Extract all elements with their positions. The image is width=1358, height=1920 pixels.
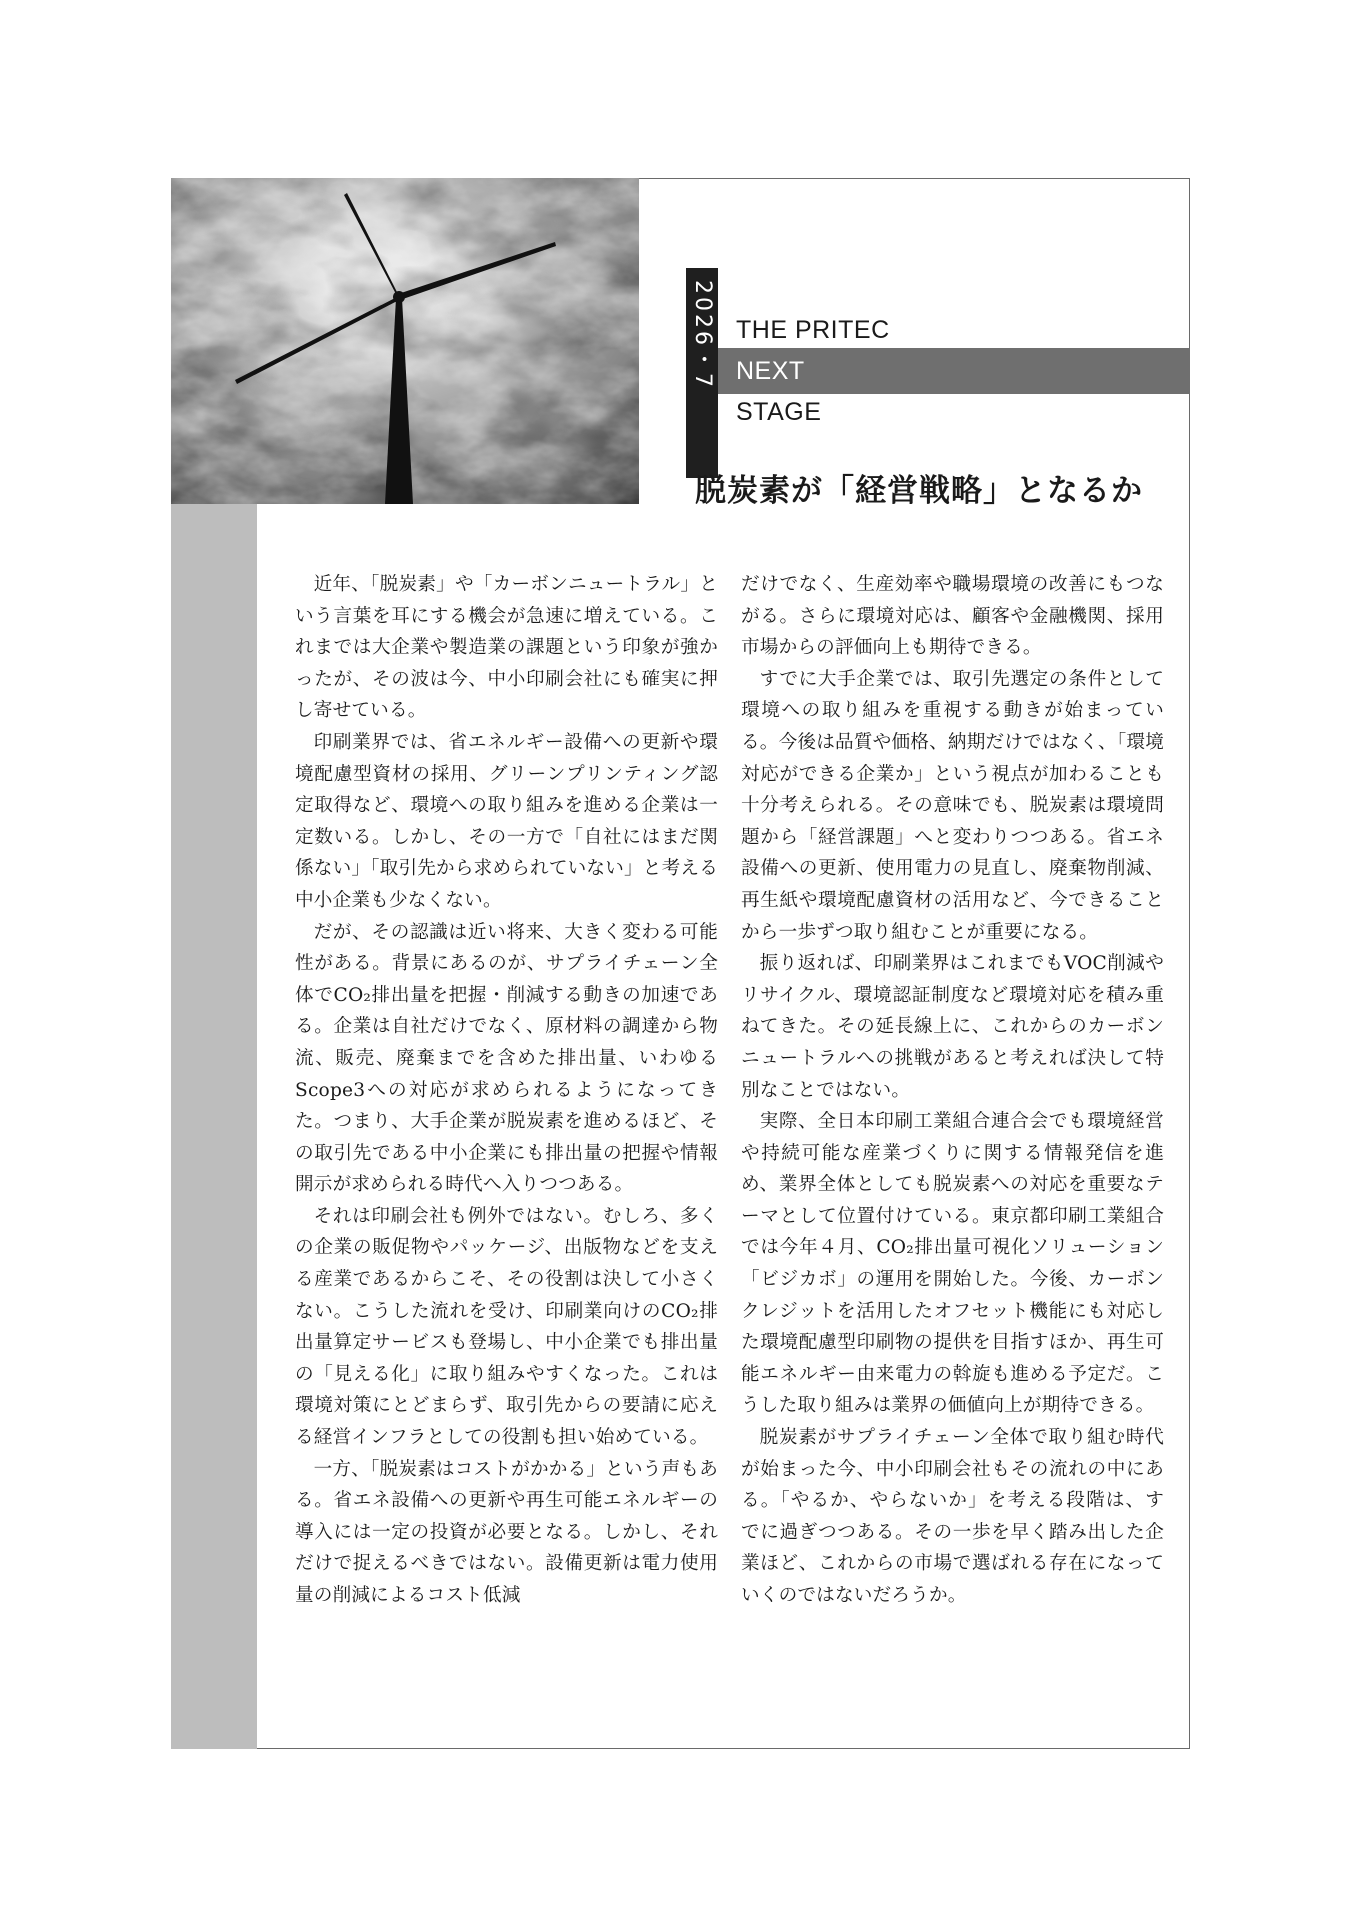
wind-turbine-photo [171, 178, 639, 504]
paragraph: 近年、「脱炭素」や「カーボンニュートラル」という言葉を耳にする機会が急速に増えている。これまでは大企業や製造業の課題という印象が強かったが、その波は今、中小印刷会社にも確実に押し寄せている。 [295, 574, 718, 722]
issue-date-tab [686, 268, 718, 478]
series-title-line-3: STAGE [736, 398, 822, 426]
paragraph: 実際、全日本印刷工業組合連合会でも環境経営や持続可能な産業づくりに関する情報発信を進め、業界全体としても脱炭素への対応を重要なテーマとして位置付けている。東京都印刷工業組合では今年４月、CO₂排出量可視化ソリューション「ビジカボ」の運用を開始した。今後、カーボンクレジットを活用したオフセット機能にも対応した環境配慮型印刷物の提供を目指すほか、再生可能エネルギー由来電力の斡旋も進める予定だ。こうした取り組みは業界の価値向上が期待できる。 [741, 1111, 1164, 1417]
paragraph: 印刷業界では、省エネルギー設備への更新や環境配慮型資材の採用、グリーンプリンティング認定取得など、環境への取り組みを進める企業は一定数いる。しかし、その一方で「自社にはまだ関係ない」「取引先から求められていない」と考える中小企業も少なくない。 [295, 731, 718, 911]
series-title-line-2: NEXT [736, 357, 805, 385]
gray-sidebar [171, 500, 257, 1749]
paragraph: すでに大手企業では、取引先選定の条件として環境への取り組みを重視する動きが始まっている。今後は品質や価格、納期だけではなく、「環境対応ができる企業か」という視点が加わることも十分考えられる。その意味でも、脱炭素は環境問題から「経営課題」へと変わりつつある。省エネ設備への更新、使用電力の見直し、廃棄物削減、再生紙や環境配慮資材の活用など、今できることから一歩ずつ取り組むことが重要になる。 [741, 668, 1164, 943]
paragraph: それは印刷会社も例外ではない。むしろ、多くの企業の販促物やパッケージ、出版物などを支える産業であるからこそ、その役割は決して小さくない。こうした流れを受け、印刷業向けのCO₂排出量算定サービスも登場し、中小企業でも排出量の「見える化」に取り組みやすくなった。これは環境対策にとどまらず、取引先からの要請に応える経営インフラとしての役割も担い始めている。 [295, 1205, 718, 1449]
article-headline: 脱炭素が「経営戦略」となるか [695, 473, 1143, 509]
paragraph: 脱炭素がサプライチェーン全体で取り組む時代が始まった今、中小印刷会社もその流れの中にある。「やるか、やらないか」を考える段階は、すでに過ぎつつある。その一歩を早く踏み出した企業ほど、これからの市場で選ばれる存在になっていくのではないだろうか。 [741, 1427, 1164, 1606]
series-title-line-1: THE PRITEC [736, 316, 890, 344]
article-column-left [295, 569, 718, 1612]
paragraph: 一方、「脱炭素はコストがかかる」という声もある。省エネ設備への更新や再生可能エネルギーの導入には一定の投資が必要となる。しかし、それだけで捉えるべきではない。設備更新は電力使用量の削減によるコスト低減 [295, 1458, 718, 1606]
paragraph: だが、その認識は近い将来、大きく変わる可能性がある。背景にあるのが、サプライチェーン全体でCO₂排出量を把握・削減する動きの加速である。企業は自社だけでなく、原材料の調達から物流、販売、廃棄までを含めた排出量、いわゆるScope3への対応が求められるようになってきた。つまり、大手企業が脱炭素を進めるほど、その取引先である中小企業にも排出量の把握や情報開示が求められる時代へ入りつつある。 [295, 921, 718, 1196]
paragraph-continued: だけでなく、生産効率や職場環境の改善にもつながる。さらに環境対応は、顧客や金融機関、採用市場からの評価向上も期待できる。 [741, 574, 1164, 659]
paragraph: 振り返れば、印刷業界はこれまでもVOC削減やリサイクル、環境認証制度など環境対応を積み重ねてきた。その延長線上に、これからのカーボンニュートラルへの挑戦があると考えれば決して特別なことではない。 [741, 953, 1164, 1101]
article-column-right [741, 569, 1164, 1612]
issue-date: 2026・7 [690, 280, 715, 390]
